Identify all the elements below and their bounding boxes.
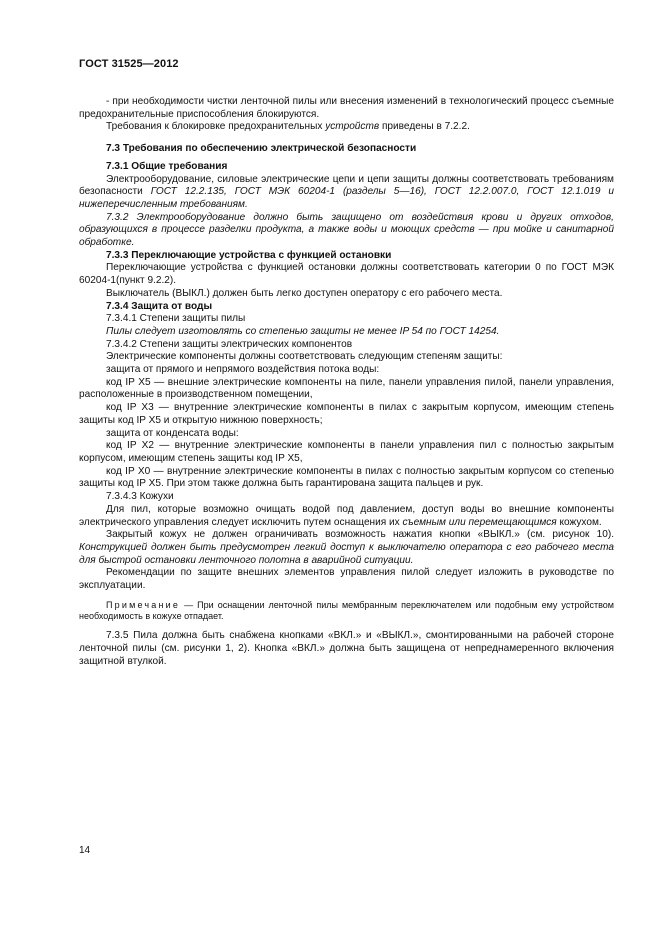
text-italic: Конструкцией должен быть предусмотрен легкий доступ к выключателю оператора с его рабочего места для быстрой остановки ленточного полотна в аварийной ситуации. [79, 541, 614, 566]
paragraph-7-3-3-b: Выключатель (ВЫКЛ.) должен быть легко доступен оператору с его рабочего места. [106, 287, 503, 299]
paragraph-7-3-2: 7.3.2 Электрооборудование должно быть защищено от воздействия крови и других отходов, образующихся в процессе разделки продукта, а также воды и моющих средств — при мойке и санитарной обработке. [79, 211, 614, 249]
section-heading-7-3-4-3: 7.3.4.3 Кожухи [106, 491, 174, 503]
note [79, 600, 614, 623]
section-heading-7-3-4-1: 7.3.4.1 Степени защиты пилы [106, 313, 246, 325]
page-number: 14 [79, 845, 91, 856]
paragraph-blocking-ref [79, 121, 614, 134]
text-italic: устройств [325, 121, 380, 133]
document-header: ГОСТ 31525—2012 [79, 58, 179, 70]
paragraph-7-3-4-2-b: защита от прямого и непрямого воздействия потока воды: [106, 364, 380, 376]
text-italic: съемным или перемещающимся [402, 516, 557, 528]
paragraph-7-3-5: 7.3.5 Пила должна быть снабжена кнопками «ВКЛ.» и «ВЫКЛ.», смонтированными на рабочей стороне ленточной пилы (см. рисунки 1, 2). Кнопка «ВКЛ.» должна быть защищена от непреднамеренного включения защитной втулкой. [79, 630, 614, 667]
paragraph-blocking: - при необходимости чистки ленточной пилы или внесения изменений в технологический процесс съемные предохранительные приспособления блокируются. [79, 96, 614, 120]
paragraph-7-3-4-3-b [79, 529, 614, 567]
paragraph-7-3-4-2-d: код IP X3 — внутренние электрические компоненты в пилах с закрытым корпусом, имеющим степень защиты код IP X5 и открытую нижнюю поверхность; [79, 402, 614, 426]
paragraph-7-3-1 [79, 174, 614, 212]
section-heading-7-3: 7.3 Требования по обеспечению электрической безопасности [106, 143, 417, 155]
text: Требования к блокировке предохранительных [106, 121, 326, 133]
paragraph-7-3-4-2-e: защита от конденсата воды: [106, 427, 239, 439]
paragraph-7-3-4-1: Пилы следует изготовлять со степенью защиты не менее IP 54 по ГОСТ 14254. [106, 325, 500, 337]
paragraph-7-3-3-a: Переключающие устройства с функцией остановки должны соответствовать категории 0 по ГОСТ МЭК 60204-1(пункт 9.2.2). [79, 262, 614, 287]
paragraph-7-3-4-2-f: код IP X2 — внутренние электрические компоненты в панели управления пил с полностью закрытым корпусом, имеющим степень защиты код IP X5, [79, 440, 614, 464]
section-heading-7-3-3: 7.3.3 Переключающие устройства с функцией остановки [106, 249, 392, 261]
section-heading-7-3-4: 7.3.4 Защита от воды [106, 300, 213, 312]
note-label: Примечание [106, 599, 181, 610]
text: кожухом. [556, 516, 602, 528]
note-text: — При оснащении ленточной пилы мембранным переключателем или подобным ему устройством необходимость в кожухе отпадает. [79, 599, 614, 622]
document-page [79, 58, 614, 668]
section-heading-7-3-4-2: 7.3.4.2 Степени защиты электрических компонентов [106, 338, 353, 350]
text: Закрытый кожух не должен ограничивать возможность нажатия кнопки «ВЫКЛ.» (см. рисунок 10). [106, 529, 614, 541]
text-italic: ГОСТ 12.2.135, ГОСТ МЭК 60204-1 (разделы 5—16), ГОСТ 12.2.007.0, ГОСТ 12.1.019 и нижеперечисленным требованиям. [79, 186, 614, 210]
paragraph-7-3-4-2-a: Электрические компоненты должны соответствовать следующим степеням защиты: [106, 351, 503, 363]
section-heading-7-3-1: 7.3.1 Общие требования [106, 160, 228, 172]
text: приведены в 7.2.2. [379, 121, 470, 133]
text: Для пил, которые возможно очищать водой под давлением, доступ воды во внешние компоненты электрического управления следует исключить путем оснащения их [79, 503, 614, 528]
paragraph-7-3-4-2-g: код IP X0 — внутренние электрические компоненты в пилах с полностью закрытым корпусом со степенью защиты код IP X5. При этом также должна быть гарантирована защита пальцев и рук. [79, 465, 614, 490]
paragraph-7-3-4-2-c: код IP X5 — внешние электрические компоненты на пиле, панели управления пилой, панели управления, расположенные в производственном помещении, [79, 376, 614, 401]
paragraph-7-3-4-3-c: Рекомендации по защите внешних элементов управления пилой следует изложить в руководстве по эксплуатации. [79, 567, 614, 592]
text: Электрооборудование, силовые электрические цепи и цепи защиты должны соответствовать требованиям безопасности [79, 173, 614, 198]
paragraph-7-3-4-3-a [79, 504, 614, 529]
